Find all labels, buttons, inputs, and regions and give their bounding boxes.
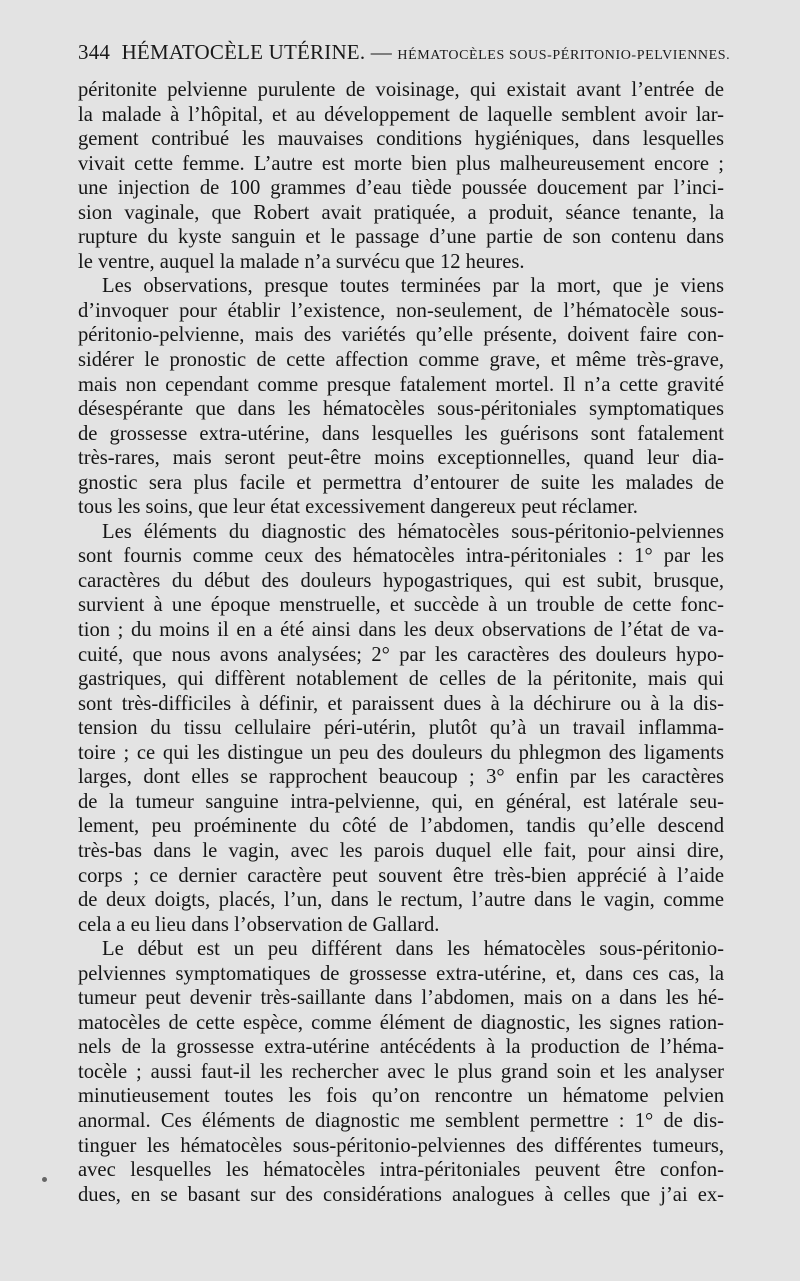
- text-line: avec lesquelles les hématocèles intra-péritoniales peuvent être confon-: [78, 1159, 724, 1182]
- text-line: dues, en se basant sur des considérations analogues à celles que j’ai ex-: [78, 1183, 724, 1206]
- paragraph-start-line: Les observations, presque toutes terminées par la mort, que je viens: [102, 275, 724, 298]
- text-line: sont fournis comme ceux des hématocèles intra-péritoniales : 1° par les: [78, 545, 724, 568]
- text-line: mais non cependant comme presque fatalement mortel. Il n’a cette gravité: [78, 373, 724, 396]
- text-line: une injection de 100 grammes d’eau tiède poussée doucement par l’inci-: [78, 177, 724, 200]
- text-line: cela a eu lieu dans l’observation de Gallard.: [78, 913, 440, 936]
- text-line: désespérante que dans les hématocèles sous-péritoniales symptomatiques: [78, 398, 724, 421]
- text-line: rupture du kyste sanguin et le passage d’une partie de son contenu dans: [78, 226, 724, 249]
- text-line: très-rares, mais seront peut-être moins exceptionnelles, quand leur dia-: [78, 447, 724, 470]
- text-line: larges, dont elles se rapprochent beaucoup ; 3° enfin par les caractères: [78, 766, 724, 789]
- text-line: la malade à l’hôpital, et au développement de laquelle semblent avoir lar-: [78, 103, 724, 126]
- text-line: anormal. Ces éléments de diagnostic me semblent permettre : 1° de dis-: [78, 1109, 724, 1132]
- text-line: corps ; ce dernier caractère peut souvent être très-bien apprécié à l’aide: [78, 864, 724, 887]
- text-line: pelviennes symptomatiques de grossesse extra-utérine, et, dans ces cas, la: [78, 962, 724, 985]
- text-line: de la tumeur sanguine intra-pelvienne, qui, en général, est latérale seu-: [78, 790, 724, 813]
- text-line: tous les soins, que leur état excessivement dangereux peut réclamer.: [78, 496, 638, 519]
- text-line: cuité, que nous avons analysées; 2° par les caractères des douleurs hypo-: [78, 643, 724, 666]
- running-header: [78, 40, 731, 65]
- text-line: péritonio-pelvienne, mais des variétés qu’elle présente, doivent faire con-: [78, 324, 724, 347]
- text-line: d’invoquer pour établir l’existence, non-seulement, de l’hématocèle sous-: [78, 299, 724, 322]
- text-line: matocèles de cette espèce, comme élément de diagnostic, les signes ration-: [78, 1011, 724, 1034]
- text-line: le ventre, auquel la malade n’a survécu que 12 heures.: [78, 250, 525, 273]
- text-line: caractères du début des douleurs hypogastriques, qui est subit, brusque,: [78, 569, 724, 592]
- text-line: sion vaginale, que Robert avait pratiquée, a produit, séance tenante, la: [78, 201, 724, 224]
- text-line: survient à une époque menstruelle, et succède à un trouble de cette fonc-: [78, 594, 724, 617]
- text-line: sidérer le pronostic de cette affection comme grave, et même très-grave,: [78, 349, 724, 372]
- text-line: tumeur peut devenir très-saillante dans l’abdomen, mais on a dans les hé-: [78, 987, 724, 1010]
- text-line: péritonite pelvienne purulente de voisinage, qui existait avant l’entrée de: [78, 79, 724, 101]
- text-line: gnostic sera plus facile et permettra d’entourer de suite les malades de: [78, 471, 724, 494]
- margin-speck: [42, 1177, 47, 1182]
- text-line: vivait cette femme. L’autre est morte bien plus malheureusement encore ;: [78, 152, 724, 175]
- paragraph-start-line: Le début est un peu différent dans les hématocèles sous-péritonio-: [102, 938, 724, 961]
- section-title: HÉMATOCÈLES SOUS-PÉRITONIO-PELVIENNES.: [397, 48, 731, 63]
- text-line: de grossesse extra-utérine, dans lesquelles les guérisons sont fatalement: [78, 422, 724, 445]
- text-line: de deux doigts, placés, l’un, dans le rectum, l’autre dans le vagin, comme: [78, 889, 724, 912]
- text-line: minutieusement toutes les fois qu’on rencontre un hématome pelvien: [78, 1085, 724, 1108]
- text-line: très-bas dans le vagin, avec les parois duquel elle fait, pour ainsi dire,: [78, 839, 724, 862]
- paragraph-start-line: Les éléments du diagnostic des hématocèles sous-péritonio-pelviennes: [102, 520, 724, 543]
- text-line: nels de la grossesse extra-utérine antécédents à la production de l’héma-: [78, 1036, 724, 1059]
- text-line: tion ; du moins il en a été ainsi dans les deux observations de l’état de va-: [78, 619, 724, 642]
- text-line: sont très-difficiles à définir, et paraissent dues à la déchirure ou à la dis-: [78, 692, 724, 715]
- text-line: tinguer les hématocèles sous-péritonio-pelviennes des différentes tumeurs,: [78, 1134, 724, 1157]
- text-line: gastriques, qui diffèrent notablement de celles de la péritonite, mais qui: [78, 668, 724, 691]
- text-line: toire ; ce qui les distingue un peu des douleurs du phlegmon des ligaments: [78, 741, 724, 764]
- text-line: gement contribué les mauvaises conditions hygiéniques, dans lesquelles: [78, 128, 724, 151]
- text-line: tension du tissu cellulaire péri-utérin, plutôt qu’à un travail inflamma-: [78, 717, 724, 740]
- text-line: tocèle ; aussi faut-il les rechercher avec le plus grand soin et les analyser: [78, 1060, 724, 1083]
- text-line: lement, peu proéminente du côté de l’abdomen, tandis qu’elle descend: [78, 815, 724, 838]
- running-title: HÉMATOCÈLE UTÉRINE. —: [121, 40, 392, 64]
- page-number: 344: [78, 40, 111, 64]
- body-text: [78, 78, 724, 1207]
